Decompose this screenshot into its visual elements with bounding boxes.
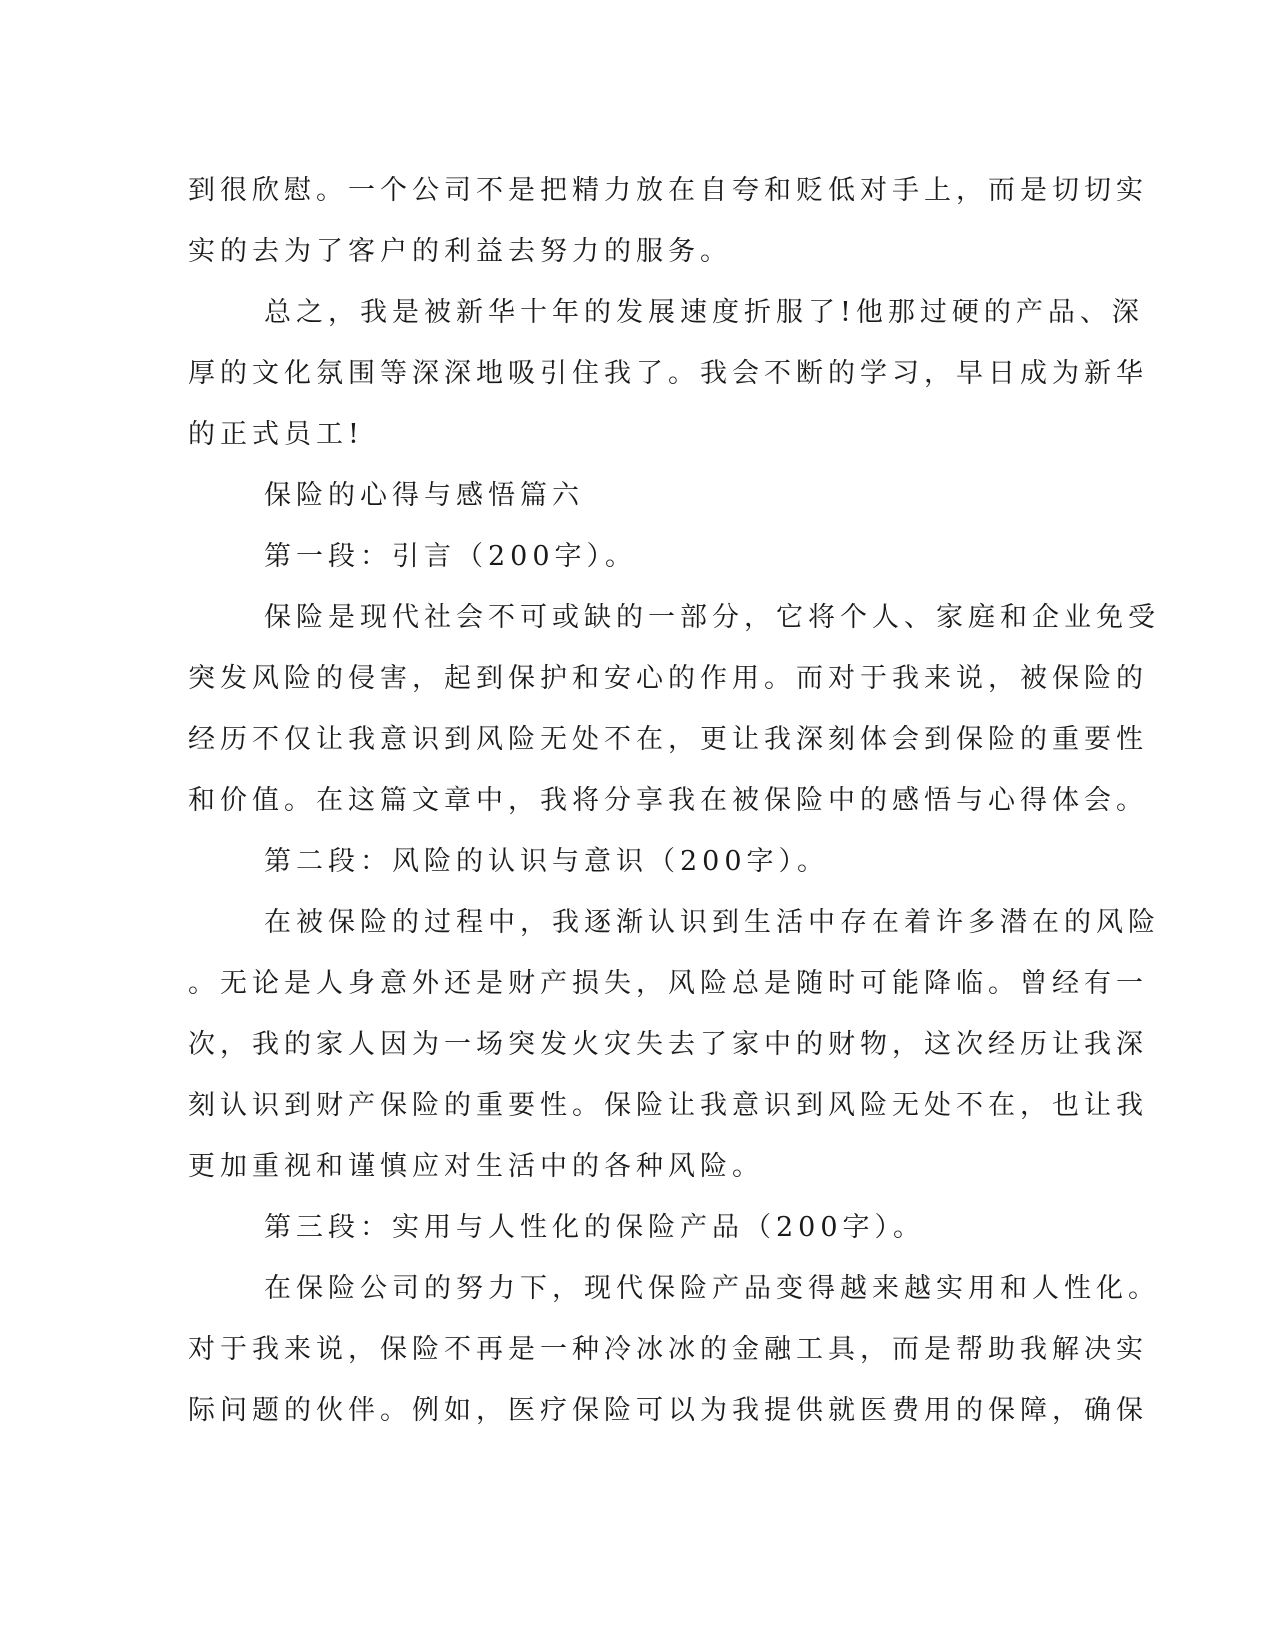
paragraph-heading: 第一段：引言（200字）。 — [264, 541, 638, 572]
document-body — [188, 160, 1160, 1441]
text-line: 突发风险的侵害，起到保护和安心的作用。而对于我来说，被保险的 — [188, 663, 1148, 694]
text-line: 际问题的伙伴。例如，医疗保险可以为我提供就医费用的保障，确保 — [188, 1395, 1148, 1426]
text-line: 保险是现代社会不可或缺的一部分，它将个人、家庭和企业免受 — [264, 602, 1160, 633]
text-line: 的正式员工! — [188, 419, 364, 450]
text-line: 到很欣慰。一个公司不是把精力放在自夸和贬低对手上，而是切切实 — [188, 175, 1148, 206]
text-line: 对于我来说，保险不再是一种冷冰冰的金融工具，而是帮助我解决实 — [188, 1334, 1148, 1365]
text-line: 总之，我是被新华十年的发展速度折服了!他那过硬的产品、深 — [264, 297, 1144, 328]
section-heading: 保险的心得与感悟篇六 — [264, 480, 584, 511]
text-line: 刻认识到财产保险的重要性。保险让我意识到风险无处不在，也让我 — [188, 1090, 1148, 1121]
text-line: 次，我的家人因为一场突发火灾失去了家中的财物，这次经历让我深 — [188, 1029, 1148, 1060]
text-line: 经历不仅让我意识到风险无处不在，更让我深刻体会到保险的重要性 — [188, 724, 1148, 755]
text-line: 更加重视和谨慎应对生活中的各种风险。 — [188, 1151, 764, 1182]
paragraph-heading: 第二段：风险的认识与意识（200字）。 — [264, 846, 830, 877]
text-line: 实的去为了客户的利益去努力的服务。 — [188, 236, 732, 267]
text-line: 在保险公司的努力下，现代保险产品变得越来越实用和人性化。 — [264, 1273, 1160, 1304]
text-line: 在被保险的过程中，我逐渐认识到生活中存在着许多潜在的风险 — [264, 907, 1160, 938]
paragraph-heading: 第三段：实用与人性化的保险产品（200字）。 — [264, 1212, 926, 1243]
text-line: 和价值。在这篇文章中，我将分享我在被保险中的感悟与心得体会。 — [188, 785, 1148, 816]
text-line: 厚的文化氛围等深深地吸引住我了。我会不断的学习，早日成为新华 — [188, 358, 1148, 389]
text-line: 。无论是人身意外还是财产损失，风险总是随时可能降临。曾经有一 — [188, 968, 1148, 999]
